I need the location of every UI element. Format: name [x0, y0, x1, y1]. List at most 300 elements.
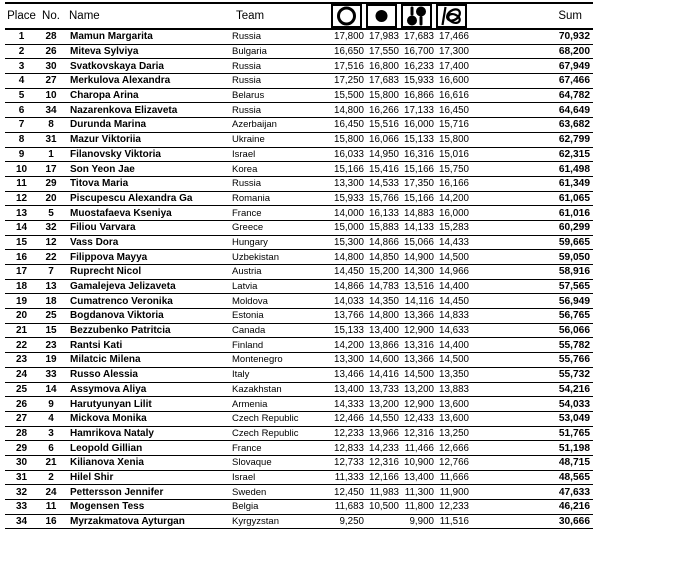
cell-team: Estonia — [232, 310, 264, 322]
cell-score-ribbon: 14,500 — [439, 354, 469, 366]
cell-score-ribbon: 17,300 — [439, 46, 469, 58]
cell-score-hoop: 14,800 — [334, 251, 364, 263]
cell-place: 14 — [15, 222, 28, 234]
cell-score-ribbon: 16,616 — [439, 90, 469, 102]
cell-score-ribbon: 14,400 — [439, 339, 469, 351]
cell-score-clubs: 15,166 — [404, 192, 434, 204]
table-row — [5, 441, 593, 456]
cell-sum: 56,765 — [558, 310, 590, 322]
table-row — [5, 471, 593, 486]
cell-sum: 51,198 — [558, 442, 590, 454]
cell-score-clubs: 16,000 — [404, 119, 434, 131]
cell-score-clubs: 14,900 — [404, 251, 434, 263]
cell-score-hoop: 13,466 — [334, 369, 364, 381]
cell-place: 20 — [15, 310, 28, 322]
cell-place: 33 — [15, 501, 28, 513]
cell-score-clubs: 17,683 — [404, 31, 434, 43]
cell-no: 16 — [45, 516, 57, 528]
col-header-ball — [365, 4, 400, 28]
cell-name: Piscupescu Alexandra Ga — [70, 192, 193, 204]
cell-score-hoop: 14,033 — [334, 295, 364, 307]
cell-name: Bezzubenko Patritcia — [70, 325, 171, 337]
cell-score-hoop: 11,333 — [334, 471, 364, 483]
cell-score-clubs: 14,133 — [404, 222, 434, 234]
ribbon-icon — [436, 4, 467, 28]
cell-score-hoop: 15,000 — [334, 222, 364, 234]
cell-score-hoop: 15,166 — [334, 163, 364, 175]
cell-score-hoop: 15,933 — [334, 192, 364, 204]
cell-sum: 53,049 — [558, 413, 590, 425]
cell-sum: 61,065 — [558, 192, 590, 204]
cell-score-ribbon: 15,750 — [439, 163, 469, 175]
cell-no: 3 — [48, 427, 54, 439]
cell-place: 3 — [18, 60, 25, 72]
cell-score-ball: 10,500 — [369, 501, 399, 513]
cell-no: 8 — [48, 119, 54, 131]
cell-place: 11 — [16, 178, 27, 190]
cell-sum: 61,349 — [558, 178, 590, 190]
cell-score-clubs: 13,366 — [404, 310, 434, 322]
table-row — [5, 397, 593, 412]
cell-score-ball: 17,983 — [369, 31, 399, 43]
cell-team: Kazakhstan — [232, 383, 282, 395]
cell-score-hoop: 14,800 — [334, 104, 364, 116]
cell-no: 27 — [45, 75, 57, 87]
cell-team: France — [232, 442, 262, 454]
cell-sum: 48,565 — [558, 471, 590, 483]
cell-sum: 48,715 — [558, 457, 590, 469]
cell-score-clubs: 15,933 — [404, 75, 434, 87]
table-row — [5, 383, 593, 398]
cell-team: Belgia — [232, 501, 259, 513]
table-row — [5, 412, 593, 427]
cell-score-hoop: 14,333 — [334, 398, 364, 410]
cell-place: 32 — [15, 486, 28, 498]
cell-score-ribbon: 13,600 — [439, 413, 469, 425]
table-row — [5, 206, 593, 221]
cell-score-ribbon: 17,466 — [439, 31, 469, 43]
cell-place: 10 — [15, 163, 28, 175]
cell-place: 23 — [15, 354, 28, 366]
cell-score-clubs: 11,466 — [404, 442, 434, 454]
cell-no: 30 — [45, 60, 57, 72]
table-row — [5, 515, 593, 530]
cell-name: Merkulova Alexandra — [70, 75, 171, 87]
cell-name: Hamrikova Nataly — [70, 427, 154, 439]
cell-place: 7 — [18, 119, 25, 131]
cell-team: Romania — [232, 192, 271, 204]
cell-score-ribbon: 15,283 — [439, 222, 469, 234]
table-row — [5, 118, 593, 133]
cell-place: 17 — [15, 266, 28, 278]
cell-name: Svatkovskaya Daria — [70, 60, 164, 72]
cell-score-hoop: 15,133 — [334, 325, 364, 337]
results-table — [5, 2, 593, 529]
clubs-icon — [401, 4, 432, 28]
cell-team: France — [232, 207, 262, 219]
cell-team: Russia — [232, 60, 262, 72]
table-row — [5, 309, 593, 324]
cell-sum: 56,066 — [558, 325, 590, 337]
cell-name: Miteva Sylviya — [70, 46, 139, 58]
cell-sum: 64,782 — [558, 90, 590, 102]
cell-score-ribbon: 13,883 — [439, 383, 469, 395]
cell-place: 22 — [15, 339, 28, 351]
cell-team: Uzbekistan — [232, 251, 279, 263]
cell-team: Czech Republic — [232, 427, 299, 439]
cell-sum: 46,216 — [558, 501, 590, 513]
cell-no: 14 — [45, 383, 57, 395]
cell-name: Leopold Gillian — [70, 442, 143, 454]
hoop-icon — [331, 4, 362, 28]
cell-score-hoop: 16,650 — [334, 46, 364, 58]
cell-score-ribbon: 14,966 — [439, 266, 469, 278]
cell-team: Canada — [232, 325, 266, 337]
cell-score-ribbon: 11,516 — [439, 516, 469, 528]
cell-sum: 55,782 — [558, 339, 590, 351]
cell-sum: 61,498 — [558, 163, 590, 175]
col-header-ribbon — [435, 4, 470, 28]
cell-place: 9 — [18, 148, 25, 160]
cell-score-clubs: 17,350 — [404, 178, 434, 190]
table-row — [5, 162, 593, 177]
cell-place: 8 — [18, 134, 25, 146]
cell-no: 6 — [48, 442, 54, 454]
cell-place: 1 — [18, 31, 25, 43]
cell-score-clubs: 14,116 — [404, 295, 434, 307]
cell-score-clubs: 16,233 — [404, 60, 434, 72]
table-row — [5, 485, 593, 500]
cell-score-hoop: 13,300 — [334, 178, 364, 190]
cell-score-ball: 16,266 — [369, 104, 399, 116]
cell-no: 4 — [48, 413, 54, 425]
cell-score-ball: 14,233 — [369, 442, 399, 454]
cell-score-ribbon: 13,350 — [439, 369, 469, 381]
table-row — [5, 30, 593, 45]
cell-score-ribbon: 16,450 — [439, 104, 469, 116]
cell-place: 18 — [15, 281, 28, 293]
cell-no: 32 — [45, 222, 57, 234]
cell-place: 4 — [18, 75, 25, 87]
cell-no: 7 — [48, 266, 54, 278]
cell-name: Pettersson Jennifer — [70, 486, 164, 498]
cell-team: Russia — [232, 178, 262, 190]
cell-score-hoop: 17,800 — [334, 31, 364, 43]
cell-score-clubs: 12,900 — [404, 325, 434, 337]
cell-score-clubs: 15,166 — [404, 163, 434, 175]
cell-score-ribbon: 14,833 — [439, 310, 469, 322]
cell-no: 13 — [45, 281, 57, 293]
cell-score-clubs: 12,316 — [404, 427, 434, 439]
cell-team: Czech Republic — [232, 413, 299, 425]
table-row — [5, 338, 593, 353]
cell-score-ball: 16,800 — [369, 60, 399, 72]
cell-score-ball: 14,600 — [369, 354, 399, 366]
cell-score-clubs: 11,300 — [404, 486, 434, 498]
cell-score-ball: 14,416 — [369, 369, 399, 381]
cell-score-clubs: 12,900 — [404, 398, 434, 410]
cell-place: 26 — [15, 398, 28, 410]
cell-score-ball: 13,400 — [369, 325, 399, 337]
cell-sum: 57,565 — [558, 281, 590, 293]
cell-no: 29 — [45, 178, 57, 190]
cell-score-ball: 13,733 — [369, 383, 399, 395]
cell-score-clubs: 11,800 — [404, 501, 434, 513]
cell-score-clubs: 15,066 — [404, 236, 434, 248]
cell-place: 13 — [15, 207, 28, 219]
cell-score-clubs: 13,366 — [404, 354, 434, 366]
table-row — [5, 500, 593, 515]
cell-name: Myrzakmatova Ayturgan — [70, 516, 185, 528]
cell-team: Israel — [232, 148, 256, 160]
cell-place: 27 — [15, 413, 28, 425]
col-header-no: No. — [42, 10, 60, 22]
cell-sum: 64,649 — [558, 104, 590, 116]
cell-sum: 55,732 — [558, 369, 590, 381]
cell-no: 20 — [45, 192, 57, 204]
cell-no: 19 — [45, 354, 57, 366]
cell-score-hoop: 15,500 — [334, 90, 364, 102]
table-row — [5, 177, 593, 192]
cell-sum: 56,949 — [558, 295, 590, 307]
ball-icon — [366, 4, 397, 28]
cell-team: Israel — [232, 471, 256, 483]
cell-sum: 61,016 — [558, 207, 590, 219]
cell-score-ribbon: 13,600 — [439, 398, 469, 410]
cell-score-ball: 13,200 — [369, 398, 399, 410]
cell-name: Cumatrenco Veronika — [70, 295, 173, 307]
cell-score-ribbon: 12,666 — [439, 442, 469, 454]
cell-score-hoop: 14,200 — [334, 339, 364, 351]
cell-score-clubs: 14,300 — [404, 266, 434, 278]
cell-score-ball: 14,533 — [369, 178, 399, 190]
cell-sum: 60,299 — [558, 222, 590, 234]
cell-score-clubs: 14,883 — [404, 207, 434, 219]
cell-name: Bogdanova Viktoria — [70, 310, 164, 322]
cell-score-ribbon: 13,250 — [439, 427, 469, 439]
cell-score-clubs: 15,133 — [404, 134, 434, 146]
cell-score-ball: 15,883 — [369, 222, 399, 234]
cell-score-clubs: 10,900 — [404, 457, 434, 469]
col-header-team: Team — [236, 10, 265, 22]
cell-score-ball: 14,850 — [369, 251, 399, 263]
cell-name: Hilel Shir — [70, 471, 114, 483]
cell-score-clubs: 12,433 — [404, 413, 434, 425]
cell-score-clubs: 9,900 — [409, 516, 434, 528]
cell-team: Austria — [232, 266, 262, 278]
cell-name: Mamun Margarita — [70, 31, 153, 43]
cell-no: 25 — [45, 310, 57, 322]
cell-sum: 67,949 — [558, 60, 590, 72]
table-row — [5, 74, 593, 89]
cell-name: Harutyunyan Lilit — [70, 398, 152, 410]
cell-name: Gamalejeva Jelizaveta — [70, 281, 176, 293]
cell-place: 2 — [18, 46, 25, 58]
table-row — [5, 250, 593, 265]
cell-place: 6 — [18, 104, 25, 116]
cell-name: Durunda Marina — [70, 119, 147, 131]
cell-place: 31 — [15, 471, 28, 483]
cell-no: 33 — [45, 369, 57, 381]
cell-score-ball: 13,866 — [369, 339, 399, 351]
cell-place: 28 — [15, 427, 28, 439]
cell-score-hoop: 13,400 — [334, 383, 364, 395]
cell-score-ribbon: 14,200 — [439, 192, 469, 204]
cell-team: Azerbaijan — [232, 119, 277, 131]
cell-score-ball: 15,516 — [369, 119, 399, 131]
cell-score-ball: 16,133 — [369, 207, 399, 219]
cell-team: Belarus — [232, 90, 265, 102]
table-row — [5, 148, 593, 163]
cell-sum: 47,633 — [558, 486, 590, 498]
cell-team: Latvia — [232, 281, 258, 293]
cell-no: 15 — [45, 325, 57, 337]
cell-place: 16 — [15, 251, 28, 263]
cell-place: 21 — [15, 325, 28, 337]
cell-score-ribbon: 15,016 — [439, 148, 469, 160]
cell-score-hoop: 15,300 — [334, 236, 364, 248]
table-row — [5, 353, 593, 368]
cell-team: Slovaque — [232, 457, 272, 469]
table-row — [5, 368, 593, 383]
cell-place: 12 — [15, 192, 28, 204]
cell-score-hoop: 14,000 — [334, 207, 364, 219]
cell-score-hoop: 14,866 — [334, 281, 364, 293]
cell-sum: 70,932 — [558, 31, 590, 43]
cell-name: Filippova Mayya — [70, 251, 148, 263]
cell-team: Russia — [232, 104, 262, 116]
cell-team: Italy — [232, 369, 250, 381]
cell-sum: 67,466 — [558, 75, 590, 87]
table-row — [5, 427, 593, 442]
cell-sum: 51,765 — [558, 427, 590, 439]
cell-no: 28 — [45, 31, 57, 43]
cell-sum: 68,200 — [558, 46, 590, 58]
cell-score-ribbon: 14,500 — [439, 251, 469, 263]
cell-name: Vass Dora — [70, 236, 119, 248]
cell-score-hoop: 17,250 — [334, 75, 364, 87]
cell-score-hoop: 12,733 — [334, 457, 364, 469]
cell-team: Bulgaria — [232, 46, 267, 58]
cell-team: Ukraine — [232, 134, 265, 146]
cell-score-ball: 16,066 — [369, 134, 399, 146]
cell-score-ball: 15,416 — [369, 163, 399, 175]
cell-no: 11 — [45, 501, 57, 513]
cell-place: 19 — [15, 295, 28, 307]
cell-place: 25 — [15, 383, 28, 395]
table-row — [5, 221, 593, 236]
table-row — [5, 59, 593, 74]
cell-score-ribbon: 17,400 — [439, 60, 469, 72]
cell-score-clubs: 13,200 — [404, 383, 434, 395]
cell-name: Titova Maria — [70, 178, 129, 190]
cell-score-clubs: 14,500 — [404, 369, 434, 381]
table-body — [5, 30, 593, 529]
cell-no: 24 — [45, 486, 57, 498]
cell-no: 2 — [48, 471, 54, 483]
cell-score-ball: 17,550 — [369, 46, 399, 58]
table-row — [5, 45, 593, 60]
cell-score-clubs: 17,133 — [404, 104, 434, 116]
cell-score-ribbon: 11,666 — [439, 471, 469, 483]
cell-score-clubs: 16,700 — [404, 46, 434, 58]
cell-score-ball: 14,550 — [369, 413, 399, 425]
cell-sum: 62,799 — [558, 134, 590, 146]
cell-score-ribbon: 11,900 — [439, 486, 469, 498]
cell-no: 10 — [45, 90, 57, 102]
cell-sum: 59,050 — [558, 251, 590, 263]
cell-score-ribbon: 15,716 — [439, 119, 469, 131]
cell-score-hoop: 12,833 — [334, 442, 364, 454]
cell-team: Montenegro — [232, 354, 283, 366]
cell-score-ribbon: 16,166 — [439, 178, 469, 190]
cell-score-hoop: 15,800 — [334, 134, 364, 146]
cell-score-ribbon: 16,600 — [439, 75, 469, 87]
cell-team: Greece — [232, 222, 264, 234]
cell-team: Russia — [232, 75, 262, 87]
cell-sum: 63,682 — [558, 119, 590, 131]
table-row — [5, 265, 593, 280]
cell-score-ribbon: 14,633 — [439, 325, 469, 337]
cell-place: 30 — [15, 457, 28, 469]
cell-name: Filanovsky Viktoria — [70, 148, 161, 160]
col-header-hoop — [330, 4, 365, 28]
cell-name: Son Yeon Jae — [70, 163, 135, 175]
col-header-sum: Sum — [558, 10, 582, 22]
table-row — [5, 280, 593, 295]
cell-name: Mogensen Tess — [70, 501, 145, 513]
cell-no: 18 — [45, 295, 57, 307]
cell-score-ribbon: 14,433 — [439, 236, 469, 248]
cell-score-hoop: 9,250 — [339, 516, 364, 528]
cell-score-ball: 14,800 — [369, 310, 399, 322]
cell-score-hoop: 17,516 — [334, 60, 364, 72]
cell-score-ball: 13,966 — [369, 427, 399, 439]
cell-sum: 59,665 — [558, 236, 590, 248]
cell-name: Russo Alessia — [70, 369, 138, 381]
cell-score-ribbon: 15,800 — [439, 134, 469, 146]
col-header-clubs — [400, 4, 435, 28]
cell-name: Assymova Aliya — [70, 383, 147, 395]
cell-score-ball: 14,783 — [369, 281, 399, 293]
cell-score-ribbon: 16,000 — [439, 207, 469, 219]
cell-team: Russia — [232, 31, 262, 43]
cell-score-clubs: 16,866 — [404, 90, 434, 102]
cell-score-hoop: 13,300 — [334, 354, 364, 366]
cell-name: Nazarenkova Elizaveta — [70, 104, 178, 116]
table-row — [5, 294, 593, 309]
cell-score-clubs: 13,516 — [404, 281, 434, 293]
table-row — [5, 192, 593, 207]
cell-score-clubs: 16,316 — [404, 148, 434, 160]
col-header-place: Place — [7, 10, 36, 22]
cell-name: Mickova Monika — [70, 413, 147, 425]
cell-score-ball: 14,950 — [369, 148, 399, 160]
cell-no: 23 — [45, 339, 57, 351]
cell-score-ribbon: 14,400 — [439, 281, 469, 293]
table-row — [5, 133, 593, 148]
cell-no: 22 — [45, 251, 57, 263]
cell-score-ball: 14,866 — [369, 236, 399, 248]
cell-name: Muostafaeva Kseniya — [70, 207, 172, 219]
cell-name: Kilianova Xenia — [70, 457, 144, 469]
table-row — [5, 456, 593, 471]
table-row — [5, 103, 593, 118]
cell-score-hoop: 12,450 — [334, 486, 364, 498]
cell-no: 31 — [45, 134, 57, 146]
cell-score-ribbon: 12,233 — [439, 501, 469, 513]
cell-name: Mazur Viktoriia — [70, 134, 141, 146]
